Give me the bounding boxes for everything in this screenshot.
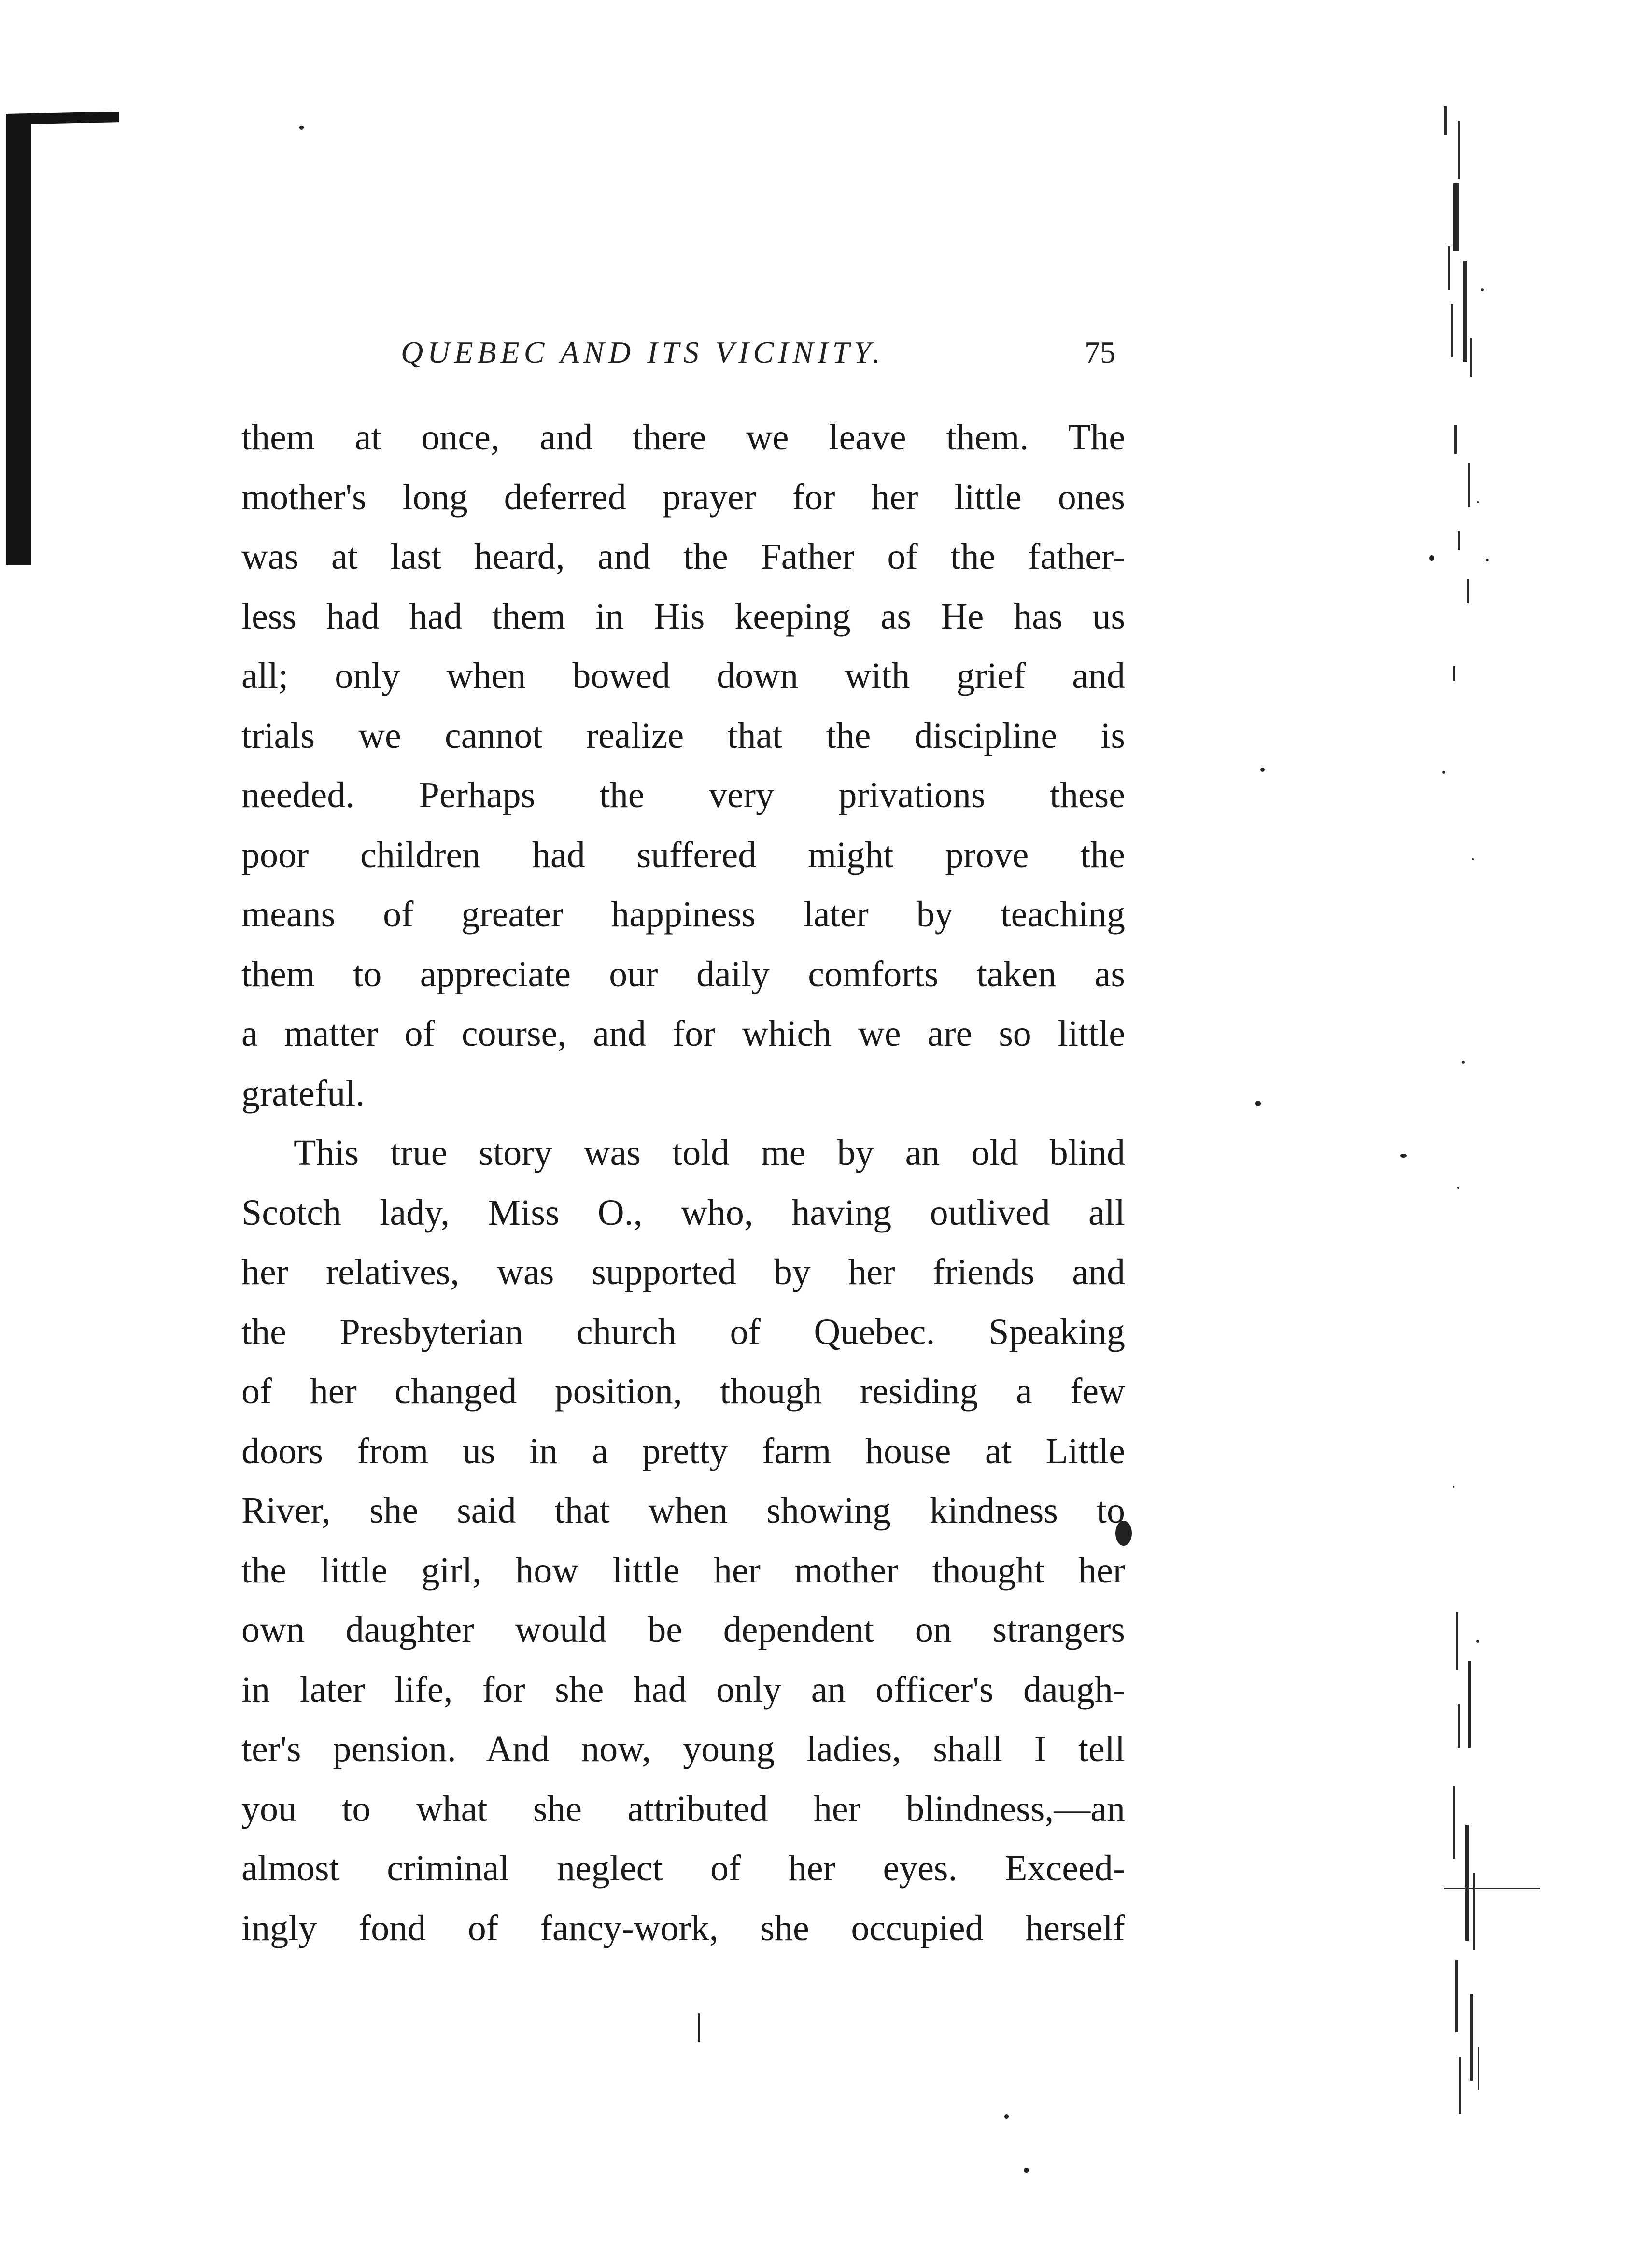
text-line: the little girl, how little her mother thought her bbox=[241, 1550, 1125, 1591]
paragraph-2 bbox=[241, 1123, 1125, 1958]
text-line: a matter of course, and for which we are so little bbox=[241, 1013, 1125, 1054]
stray-mark bbox=[1255, 1101, 1261, 1106]
text-line: them to appreciate our daily comforts taken as bbox=[241, 953, 1125, 994]
text-line: trials we cannot realize that the discipline is bbox=[241, 715, 1125, 756]
text-line: the Presbyterian church of Quebec. Speaking bbox=[241, 1311, 1125, 1352]
text-line: of her changed position, though residing a few bbox=[241, 1371, 1125, 1412]
text-line: all; only when bowed down with grief and bbox=[241, 656, 1125, 696]
text-line: her relatives, was supported by her friends and bbox=[241, 1252, 1125, 1292]
stray-mark bbox=[1004, 2114, 1009, 2119]
text-line: less had had them in His keeping as He has us bbox=[241, 596, 1125, 637]
text-line: This true story was told me by an old blind bbox=[294, 1133, 1125, 1173]
page-number: 75 bbox=[1085, 335, 1115, 369]
paragraph-1 bbox=[241, 408, 1125, 1123]
text-line: own daughter would be dependent on strangers bbox=[241, 1610, 1125, 1650]
stray-mark bbox=[1024, 2168, 1029, 2173]
body-text bbox=[241, 408, 1125, 1958]
text-line: ter's pension. And now, young ladies, shall I tell bbox=[241, 1729, 1125, 1769]
text-line: needed. Perhaps the very privations these bbox=[241, 775, 1125, 815]
stray-mark bbox=[299, 126, 304, 130]
running-head bbox=[401, 331, 1115, 374]
text-line: grateful. bbox=[241, 1073, 365, 1114]
stray-mark bbox=[698, 2013, 700, 2042]
binding-edge-mark bbox=[6, 116, 31, 565]
text-line: almost criminal neglect of her eyes. Exceed- bbox=[241, 1848, 1125, 1889]
text-line: River, she said that when showing kindness to bbox=[241, 1490, 1125, 1531]
text-line: poor children had suffered might prove the bbox=[241, 834, 1125, 875]
stray-mark bbox=[1260, 768, 1265, 772]
stray-mark bbox=[1429, 555, 1434, 561]
text-line: in later life, for she had only an officer's daugh- bbox=[241, 1669, 1125, 1710]
text-line: means of greater happiness later by teaching bbox=[241, 894, 1125, 935]
text-line: mother's long deferred prayer for her little ones bbox=[241, 476, 1125, 518]
scan-edge-noise bbox=[1424, 87, 1560, 2163]
text-line: ingly fond of fancy-work, she occupied herself bbox=[241, 1907, 1125, 1948]
text-line: them at once, and there we leave them. The bbox=[241, 417, 1125, 458]
text-line: Scotch lady, Miss O., who, having outlived all bbox=[241, 1192, 1125, 1233]
text-line: you to what she attributed her blindness,—an bbox=[241, 1788, 1125, 1829]
text-line: was at last heard, and the Father of the father- bbox=[241, 536, 1125, 577]
stray-mark bbox=[1400, 1154, 1407, 1158]
running-title: QUEBEC AND ITS VICINITY. bbox=[401, 335, 885, 369]
text-line: doors from us in a pretty farm house at Little bbox=[241, 1430, 1125, 1471]
